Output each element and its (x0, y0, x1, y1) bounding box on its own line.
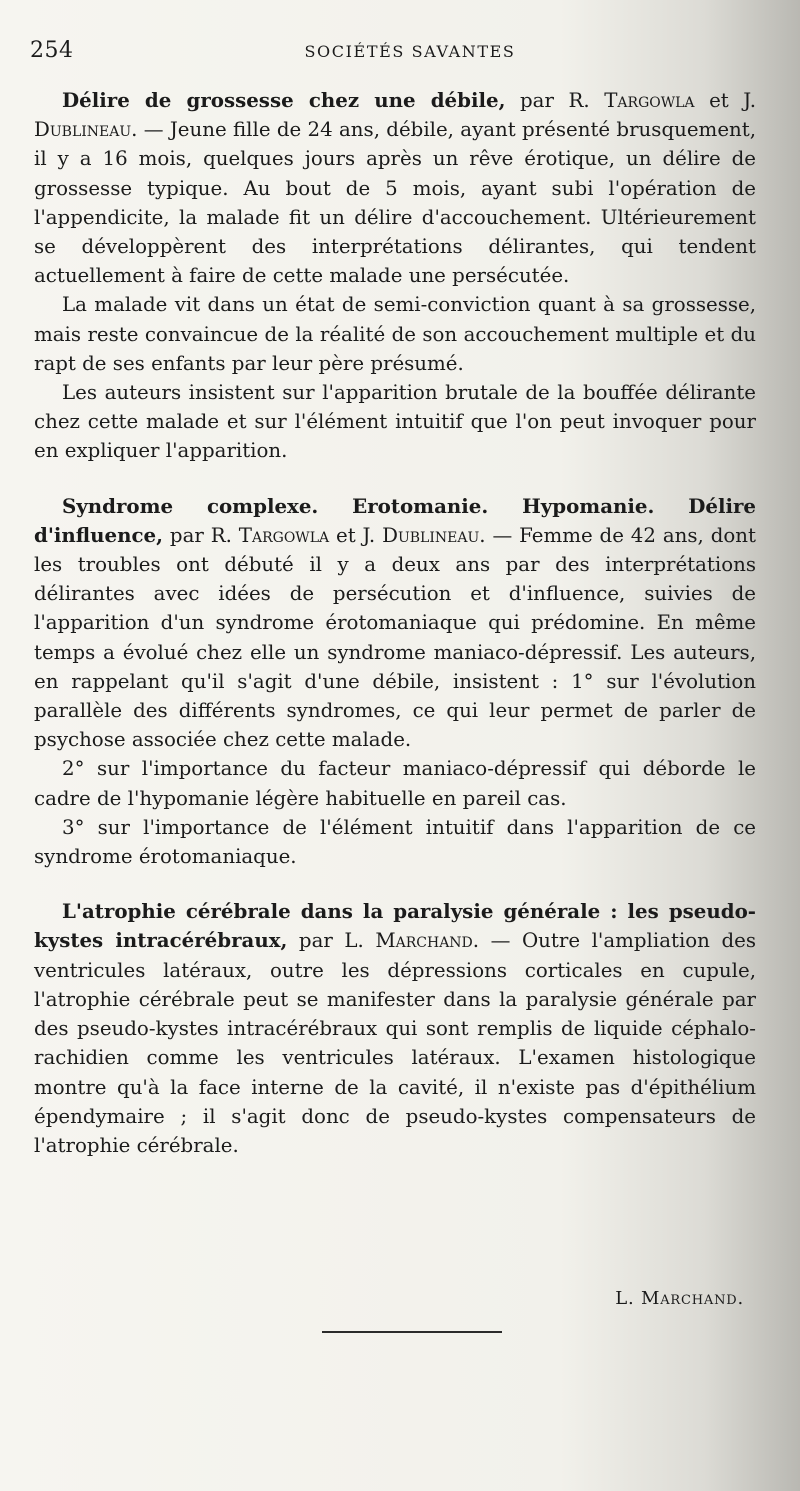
section-3-by: par L. (287, 929, 376, 953)
running-head: SOCIÉTÉS SAVANTES (304, 42, 516, 61)
page-header (30, 38, 750, 68)
section-2-author-2: Dublineau (382, 523, 480, 547)
closing-rule (322, 1331, 502, 1333)
section-2-text: . — Femme de 42 ans, dont les troubles ont débuté il y a deux ans par des interprétations délirantes avec idées de persécution et d'influence, suivies de l'apparition d'un syndrome érotomaniaque qui prédomine. En même temps a évolué chez elle un syndrome maniaco-dépressif. Les auteurs, en rappelant qu'il s'agit d'une débile, insistent : 1° sur l'évolution parallèle des différents syndromes, ce qui leur permet de parler de psychose associée chez cette malade. (34, 523, 756, 752)
section-1-paragraph-3: Les auteurs insistent sur l'apparition brutale de la bouffée délirante chez cette malade et sur l'élément intuitif que l'on peut invoquer pour en expliquer l'apparition. (34, 381, 756, 463)
section-1-paragraph-1 (34, 86, 756, 290)
section-2-title: Syndrome complexe. Erotomanie. Hypomanie. Délire d'influence, (34, 493, 756, 547)
signature: L. Marchand. (615, 1288, 744, 1309)
section-2-paragraph-2: 2° sur l'importance du facteur maniaco-dépressif qui déborde le cadre de l'hypomanie légère habituelle en pareil cas. (34, 757, 756, 810)
section-1-title: Délire de grossesse chez une débile, (62, 88, 506, 112)
section-2-and: et J. (329, 523, 383, 547)
section-2-paragraph-1 (34, 492, 756, 755)
page-number: 254 (30, 38, 74, 63)
section-1-by: par R. (505, 89, 605, 112)
section-1-author-2: Dublineau (34, 118, 132, 142)
section-2-author-1: Targowla (238, 523, 330, 547)
section-1-text: . — Jeune fille de 24 ans, débile, ayant présenté brusquement, il y a 16 mois, quelques jours après un rêve érotique, un délire de grossesse typique. Au bout de 5 mois, ayant subi l'opération de l'appendicite, la malade fit un délire d'accouchement. Ultérieurement se développèrent des interprétations délirantes, qui tendent actuellement à faire de cette malade une persécutée. (34, 118, 756, 288)
section-divider-space (34, 871, 756, 897)
section-divider-space (34, 466, 756, 492)
section-3-text: . — Outre l'ampliation des ventricules latéraux, outre les dépressions corticales en cupule, l'atrophie cérébrale peut se manifester dans la paralysie générale par des pseudo-kystes intracérébraux qui sont remplis de liquide céphalo-rachidien comme les ventricules latéraux. L'examen histologique montre qu'à la face interne de la cavité, il n'existe pas d'épithélium épendymaire ; il s'agit donc de pseudo-kystes compensateurs de l'atrophie cérébrale. (34, 929, 756, 1157)
section-1-paragraph-2: La malade vit dans un état de semi-conviction quant à sa grossesse, mais reste convaincue de la réalité de son accouchement multiple et du rapt de ses enfants par leur père présumé. (34, 293, 756, 375)
section-1-author-1: Targowla (604, 89, 695, 112)
section-2-by: par R. (163, 523, 239, 547)
article-body (34, 86, 756, 1160)
section-3-paragraph-1 (34, 897, 756, 1160)
section-2-paragraph-3: 3° sur l'importance de l'élément intuitif dans l'apparition de ce syndrome érotomaniaque. (34, 815, 756, 869)
section-3-author: Marchand (375, 929, 473, 953)
section-1-and: et J. (694, 89, 756, 112)
section-3-title: L'atrophie cérébrale dans la paralysie générale : les pseudo-kystes intracérébraux, (34, 899, 756, 953)
